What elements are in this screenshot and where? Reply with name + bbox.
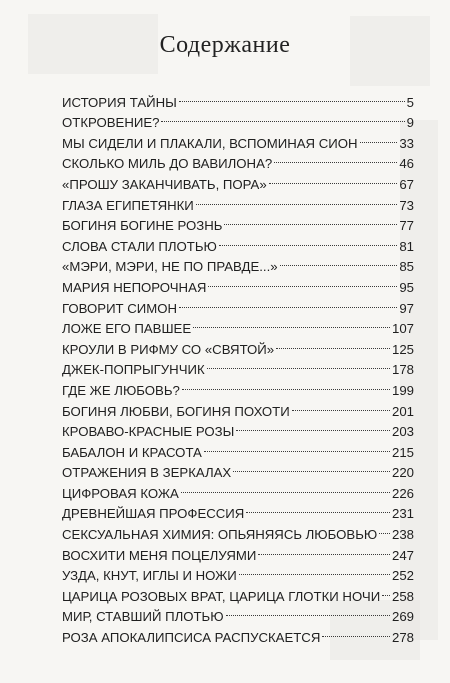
dot-leader [179,292,397,313]
toc-entry-title: ЦАРИЦА РОЗОВЫХ ВРАТ, ЦАРИЦА ГЛОТКИ НОЧИ [62,588,381,604]
dot-leader [193,313,390,334]
toc-entry-page-number: 238 [391,527,414,543]
page-title: Содержание [159,32,291,58]
dot-leader [179,86,405,107]
dot-leader [208,271,397,292]
toc-entry-title: ОТКРОВЕНИЕ? [62,115,160,131]
dot-leader [246,498,390,519]
toc-entry-page-number: 269 [391,609,414,625]
toc-entry-title: ГДЕ ЖЕ ЛЮБОВЬ? [62,382,180,398]
toc-entry-page-number: 67 [399,176,414,192]
toc-entry-page-number: 231 [391,506,414,522]
toc-entry-page-number: 178 [391,362,414,378]
toc-entry-title: БОГИНЯ БОГИНЕ РОЗНЬ [62,218,223,234]
toc-entry-title: ДРЕВНЕЙШАЯ ПРОФЕССИЯ [62,506,245,522]
toc-entry-title: ВОСХИТИ МЕНЯ ПОЦЕЛУЯМИ [62,547,257,563]
toc-entry-page-number: 107 [391,321,414,337]
dot-leader [226,601,390,622]
toc-entry-page-number: 77 [399,218,414,234]
toc-entry-page-number: 258 [391,588,414,604]
toc-entry-page-number: 278 [391,630,414,646]
toc-entry-page-number: 97 [399,300,414,316]
toc-entry-page-number: 85 [399,259,414,275]
toc-entry-page-number: 73 [399,197,414,213]
dot-leader [224,210,397,231]
dot-leader [204,436,390,457]
toc-entry-page-number: 9 [406,115,414,131]
dot-leader [276,333,390,354]
dot-leader [360,127,398,148]
dot-leader [292,395,390,416]
toc-entry-title: УЗДА, КНУТ, ИГЛЫ И НОЖИ [62,568,237,584]
toc-entry-title: МИР, СТАВШИЙ ПЛОТЬЮ [62,609,224,625]
toc-entry-title: СЕКСУАЛЬНАЯ ХИМИЯ: ОПЬЯНЯЯСЬ ЛЮБОВЬЮ [62,527,378,543]
dot-leader [219,230,398,251]
toc-entry-title: СКОЛЬКО МИЛЬ ДО ВАВИЛОНА? [62,156,273,172]
toc-entry-page-number: 46 [399,156,414,172]
dot-leader [236,416,390,437]
dot-leader [196,189,398,210]
toc-entry-page-number: 125 [391,341,414,357]
toc-entry-page-number: 201 [391,403,414,419]
table-of-contents [62,86,414,646]
dot-leader [207,354,390,375]
dot-leader [161,107,404,128]
toc-entry-title: ДЖЕК-ПОПРЫГУНЧИК [62,362,205,378]
toc-entry-page-number: 252 [391,568,414,584]
dot-leader [280,251,398,272]
dot-leader [274,148,397,169]
toc-entry-page-number: 95 [399,279,414,295]
toc-entry-title: КРОВАВО-КРАСНЫЕ РОЗЫ [62,424,235,440]
toc-entry-title: ИСТОРИЯ ТАЙНЫ [62,94,177,110]
toc-entry-page-number: 226 [391,485,414,501]
dot-leader [182,374,390,395]
toc-entry-title: СЛОВА СТАЛИ ПЛОТЬЮ [62,238,217,254]
toc-entry-title: БОГИНЯ ЛЮБВИ, БОГИНЯ ПОХОТИ [62,403,290,419]
toc-entry-page-number: 215 [391,444,414,460]
dot-leader [239,560,390,581]
toc-entry-title: МАРИЯ НЕПОРОЧНАЯ [62,279,207,295]
dot-leader [269,168,398,189]
toc-entry-title: КРОУЛИ В РИФМУ СО «СВЯТОЙ» [62,341,275,357]
dot-leader [382,580,390,601]
dot-leader [258,539,390,560]
toc-entry-title: «ПРОШУ ЗАКАНЧИВАТЬ, ПОРА» [62,176,267,192]
toc-entry-title: ГЛАЗА ЕГИПЕТЯНКИ [62,197,194,213]
toc-entry-title: БАБАЛОН И КРАСОТА [62,444,202,460]
toc-entry-page-number: 199 [391,382,414,398]
toc-entry-title: ЛОЖЕ ЕГО ПАВШЕЕ [62,321,192,337]
toc-entry-page-number: 5 [406,94,414,110]
toc-entry [62,86,414,110]
toc-entry-page-number: 81 [399,238,414,254]
toc-entry-page-number: 203 [391,424,414,440]
toc-entry-page-number: 33 [399,135,414,151]
dot-leader [233,457,390,478]
toc-entry-page-number: 247 [391,547,414,563]
toc-entry-title: РОЗА АПОКАЛИПСИСА РАСПУСКАЕТСЯ [62,630,321,646]
dot-leader [379,518,390,539]
toc-entry-title: ЦИФРОВАЯ КОЖА [62,485,179,501]
toc-entry-title: МЫ СИДЕЛИ И ПЛАКАЛИ, ВСПОМИНАЯ СИОН [62,135,358,151]
dot-leader [181,477,390,498]
dot-leader [322,621,390,642]
toc-entry-title: «МЭРИ, МЭРИ, НЕ ПО ПРАВДЕ...» [62,259,278,275]
toc-entry-title: ГОВОРИТ СИМОН [62,300,178,316]
toc-entry-page-number: 220 [391,465,414,481]
toc-entry-title: ОТРАЖЕНИЯ В ЗЕРКАЛАХ [62,465,232,481]
